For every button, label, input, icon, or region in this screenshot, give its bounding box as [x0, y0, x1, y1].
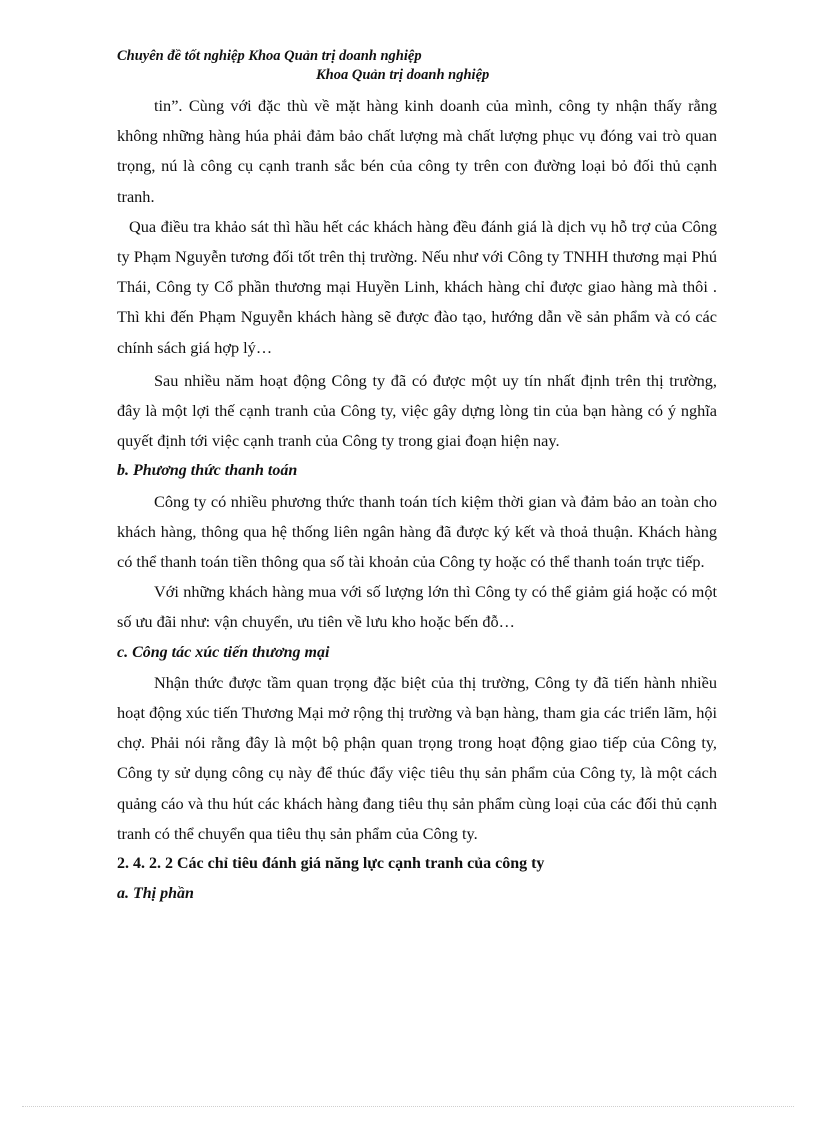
heading-section-competitiveness-indicators: 2. 4. 2. 2 Các chỉ tiêu đánh giá năng lực cạnh tranh của công ty — [117, 855, 545, 873]
paragraph-reputation: Sau nhiều năm hoạt động Công ty đã có được một uy tín nhất định trên thị trường, đây là một lợi thế cạnh tranh của Công ty, việc gây dựng lòng tin của bạn hàng có ý nghĩa quyết định tới việc cạnh tranh của Công ty trong giai đoạn hiện nay. — [117, 370, 717, 451]
heading-trade-promotion: c. Công tác xúc tiến thương mại — [117, 643, 330, 661]
page-bottom-divider — [22, 1106, 794, 1107]
heading-payment-methods: b. Phương thức thanh toán — [117, 462, 298, 480]
running-header-title: Chuyên đề tốt nghiệp Khoa Quản trị doanh nghiệp — [117, 48, 422, 64]
paragraph-service-quality: tin”. Cùng với đặc thù về mặt hàng kinh doanh của mình, công ty nhận thấy rằng không những hàng húa phải đảm bảo chất lượng mà chất lượng phục vụ đóng vai trò quan trọng, nú là công cụ cạnh tranh sắc bén của công ty trên con đường loại bỏ đối thủ cạnh tranh. — [117, 96, 717, 206]
paragraph-customer-survey: Qua điều tra khảo sát thì hầu hết các khách hàng đều đánh giá là dịch vụ hỗ trợ của Công ty Phạm Nguyễn tương đối tốt trên thị trường. Nếu như với Công ty TNHH thương mại Phú Thái, Công ty Cổ phần thương mại Huyền Linh, khách hàng chỉ được giao hàng mà thôi . Thì khi đến Phạm Nguyễn khách hàng sẽ được đào tạo, hướng dẫn về sản phẩm và có các chính sách giá hợp lý… — [117, 216, 717, 357]
paragraph-payment-options: Công ty có nhiều phương thức thanh toán tích kiệm thời gian và đảm bảo an toàn cho khách hàng, thông qua hệ thống liên ngân hàng đã được ký kết và thoả thuận. Khách hàng có thể thanh toán tiền thông qua số tài khoản của Công ty hoặc có thể thanh toán trực tiếp. — [117, 491, 717, 572]
running-header-subtitle: Khoa Quản trị doanh nghiệp — [316, 67, 490, 83]
paragraph-trade-promotion: Nhận thức được tầm quan trọng đặc biệt của thị trường, Công ty đã tiến hành nhiều hoạt động xúc tiến Thương Mại mở rộng thị trường và bạn hàng, tham gia các triển lãm, hội chợ. Phải nói rằng đây là một bộ phận quan trọng trong hoạt động giao tiếp của Công ty, Công ty sử dụng công cụ này để thúc đẩy việc tiêu thụ sản phẩm của Công ty, là một cách quảng cáo và thu hút các khách hàng đang tiêu thụ sản phẩm cùng loại của các đối thủ cạnh tranh có thể chuyển qua tiêu thụ sản phẩm của Công ty. — [117, 672, 717, 843]
paragraph-bulk-discount: Với những khách hàng mua với số lượng lớn thì Công ty có thể giảm giá hoặc có một số ưu đãi như: vận chuyển, ưu tiên về lưu kho hoặc bến đỗ… — [117, 582, 717, 632]
heading-market-share: a. Thị phần — [117, 885, 194, 903]
document-body — [117, 91, 717, 909]
